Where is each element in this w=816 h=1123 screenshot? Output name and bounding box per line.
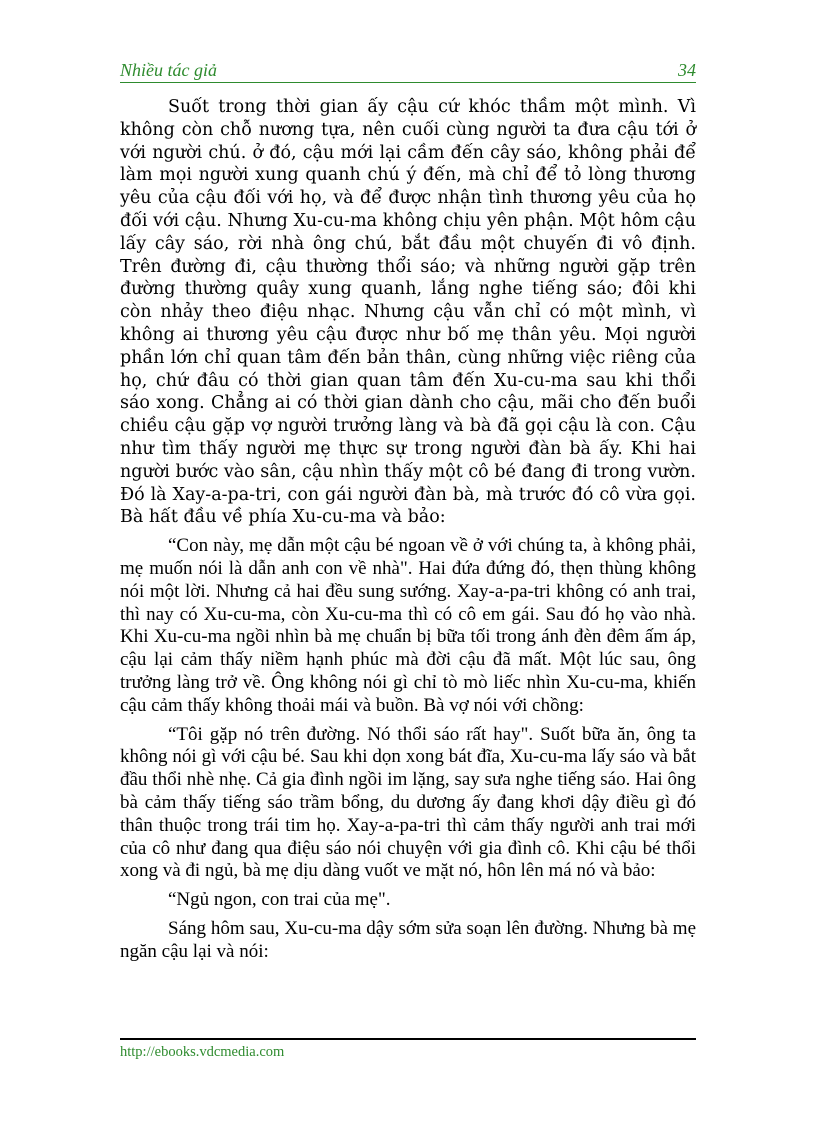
paragraph-1: Suốt trong thời gian ấy cậu cứ khóc thầm một mình. Vì không còn chỗ nương tựa, nên cuối cùng người ta đưa cậu tới ở với người chú. ở đó, cậu mới lại cầm đến cây sáo, không phải để làm mọi người xung quanh chú ý đến, mà chỉ để tỏ lòng thương yêu của cậu đối với họ, và để được nhận tình thương yêu của họ đối với cậu. Nhưng Xu-cu-ma không chịu yên phận. Một hôm cậu lấy cây sáo, rời nhà ông chú, bắt đầu một chuyến đi vô định. Trên đường đi, cậu thường thổi sáo; và những người gặp trên đường thường quây xung quanh, lắng nghe tiếng sáo; đôi khi còn nhảy theo điệu nhạc. Nhưng cậu vẫn chỉ có một mình, vì không ai thương yêu cậu được như bố mẹ thân yêu. Mọi người phần lớn chỉ quan tâm đến bản thân, cùng những việc riêng của họ, chứ đâu có thời gian quan tâm đến Xu-cu-ma sau khi thổi sáo xong. Chẳng ai có thời gian dành cho cậu, mãi cho đến buổi chiều cậu gặp vợ người trưởng làng và bà đã gọi cậu là con. Cậu như tìm thấy người mẹ thực sự trong người đàn bà ấy. Khi hai người bước vào sân, cậu nhìn thấy một cô bé đang đi trong vườn. Đó là Xay-a-pa-tri, con gái người đàn bà, mà trước đó cô vừa gọi. Bà hất đầu về phía Xu-cu-ma và bảo: (120, 97, 696, 528)
paragraph-2: “Con này, mẹ dẫn một cậu bé ngoan về ở với chúng ta, à không phải, mẹ muốn nói là dẫn anh con về nhà". Hai đứa đứng đó, thẹn thùng không nói một lời. Nhưng cả hai đều sung sướng. Xay-a-pa-tri không có anh trai, thì nay có Xu-cu-ma, còn Xu-cu-ma thì có cô em gái. Sau đó họ vào nhà. Khi Xu-cu-ma ngồi nhìn bà mẹ chuẩn bị bữa tối trong ánh đèn đêm ấm áp, cậu lại cảm thấy niềm hạnh phúc mà đời cậu đã mất. Một lúc sau, ông trưởng làng trở về. Ông không nói gì chỉ tò mò liếc nhìn Xu-cu-ma, khiến cậu cảm thấy không thoải mái và buồn. Bà vợ nói với chồng: (120, 535, 696, 716)
footer-link[interactable]: http://ebooks.vdcmedia.com (120, 1044, 285, 1060)
page-number: 34 (678, 60, 696, 80)
paragraph-5: Sáng hôm sau, Xu-cu-ma dậy sớm sửa soạn lên đường. Nhưng bà mẹ ngăn cậu lại và nói: (120, 917, 696, 962)
paragraph-3: “Tôi gặp nó trên đường. Nó thổi sáo rất hay". Suốt bữa ăn, ông ta không nói gì với cậu bé. Sau khi dọn xong bát đĩa, Xu-cu-ma lấy sáo và bắt đầu thổi nhè nhẹ. Cả gia đình ngồi im lặng, say sưa nghe tiếng sáo. Hai ông bà cảm thấy tiếng sáo trầm bổng, du dương ấy đang khơi dậy điều gì đó thân thuộc trong trái tim họ. Xay-a-pa-tri thì cảm thấy người anh trai mới của cô như đang qua điệu sáo nói chuyện với gia đình cô. Khi cậu bé thổi xong và đi ngủ, bà mẹ dịu dàng vuốt ve mặt nó, hôn lên má nó và bảo: (120, 723, 696, 882)
page-body (120, 96, 696, 969)
page-header (120, 60, 696, 83)
footer-divider (120, 1038, 696, 1040)
header-author: Nhiều tác giả (120, 60, 217, 80)
paragraph-4: “Ngủ ngon, con trai của mẹ". (168, 889, 391, 911)
